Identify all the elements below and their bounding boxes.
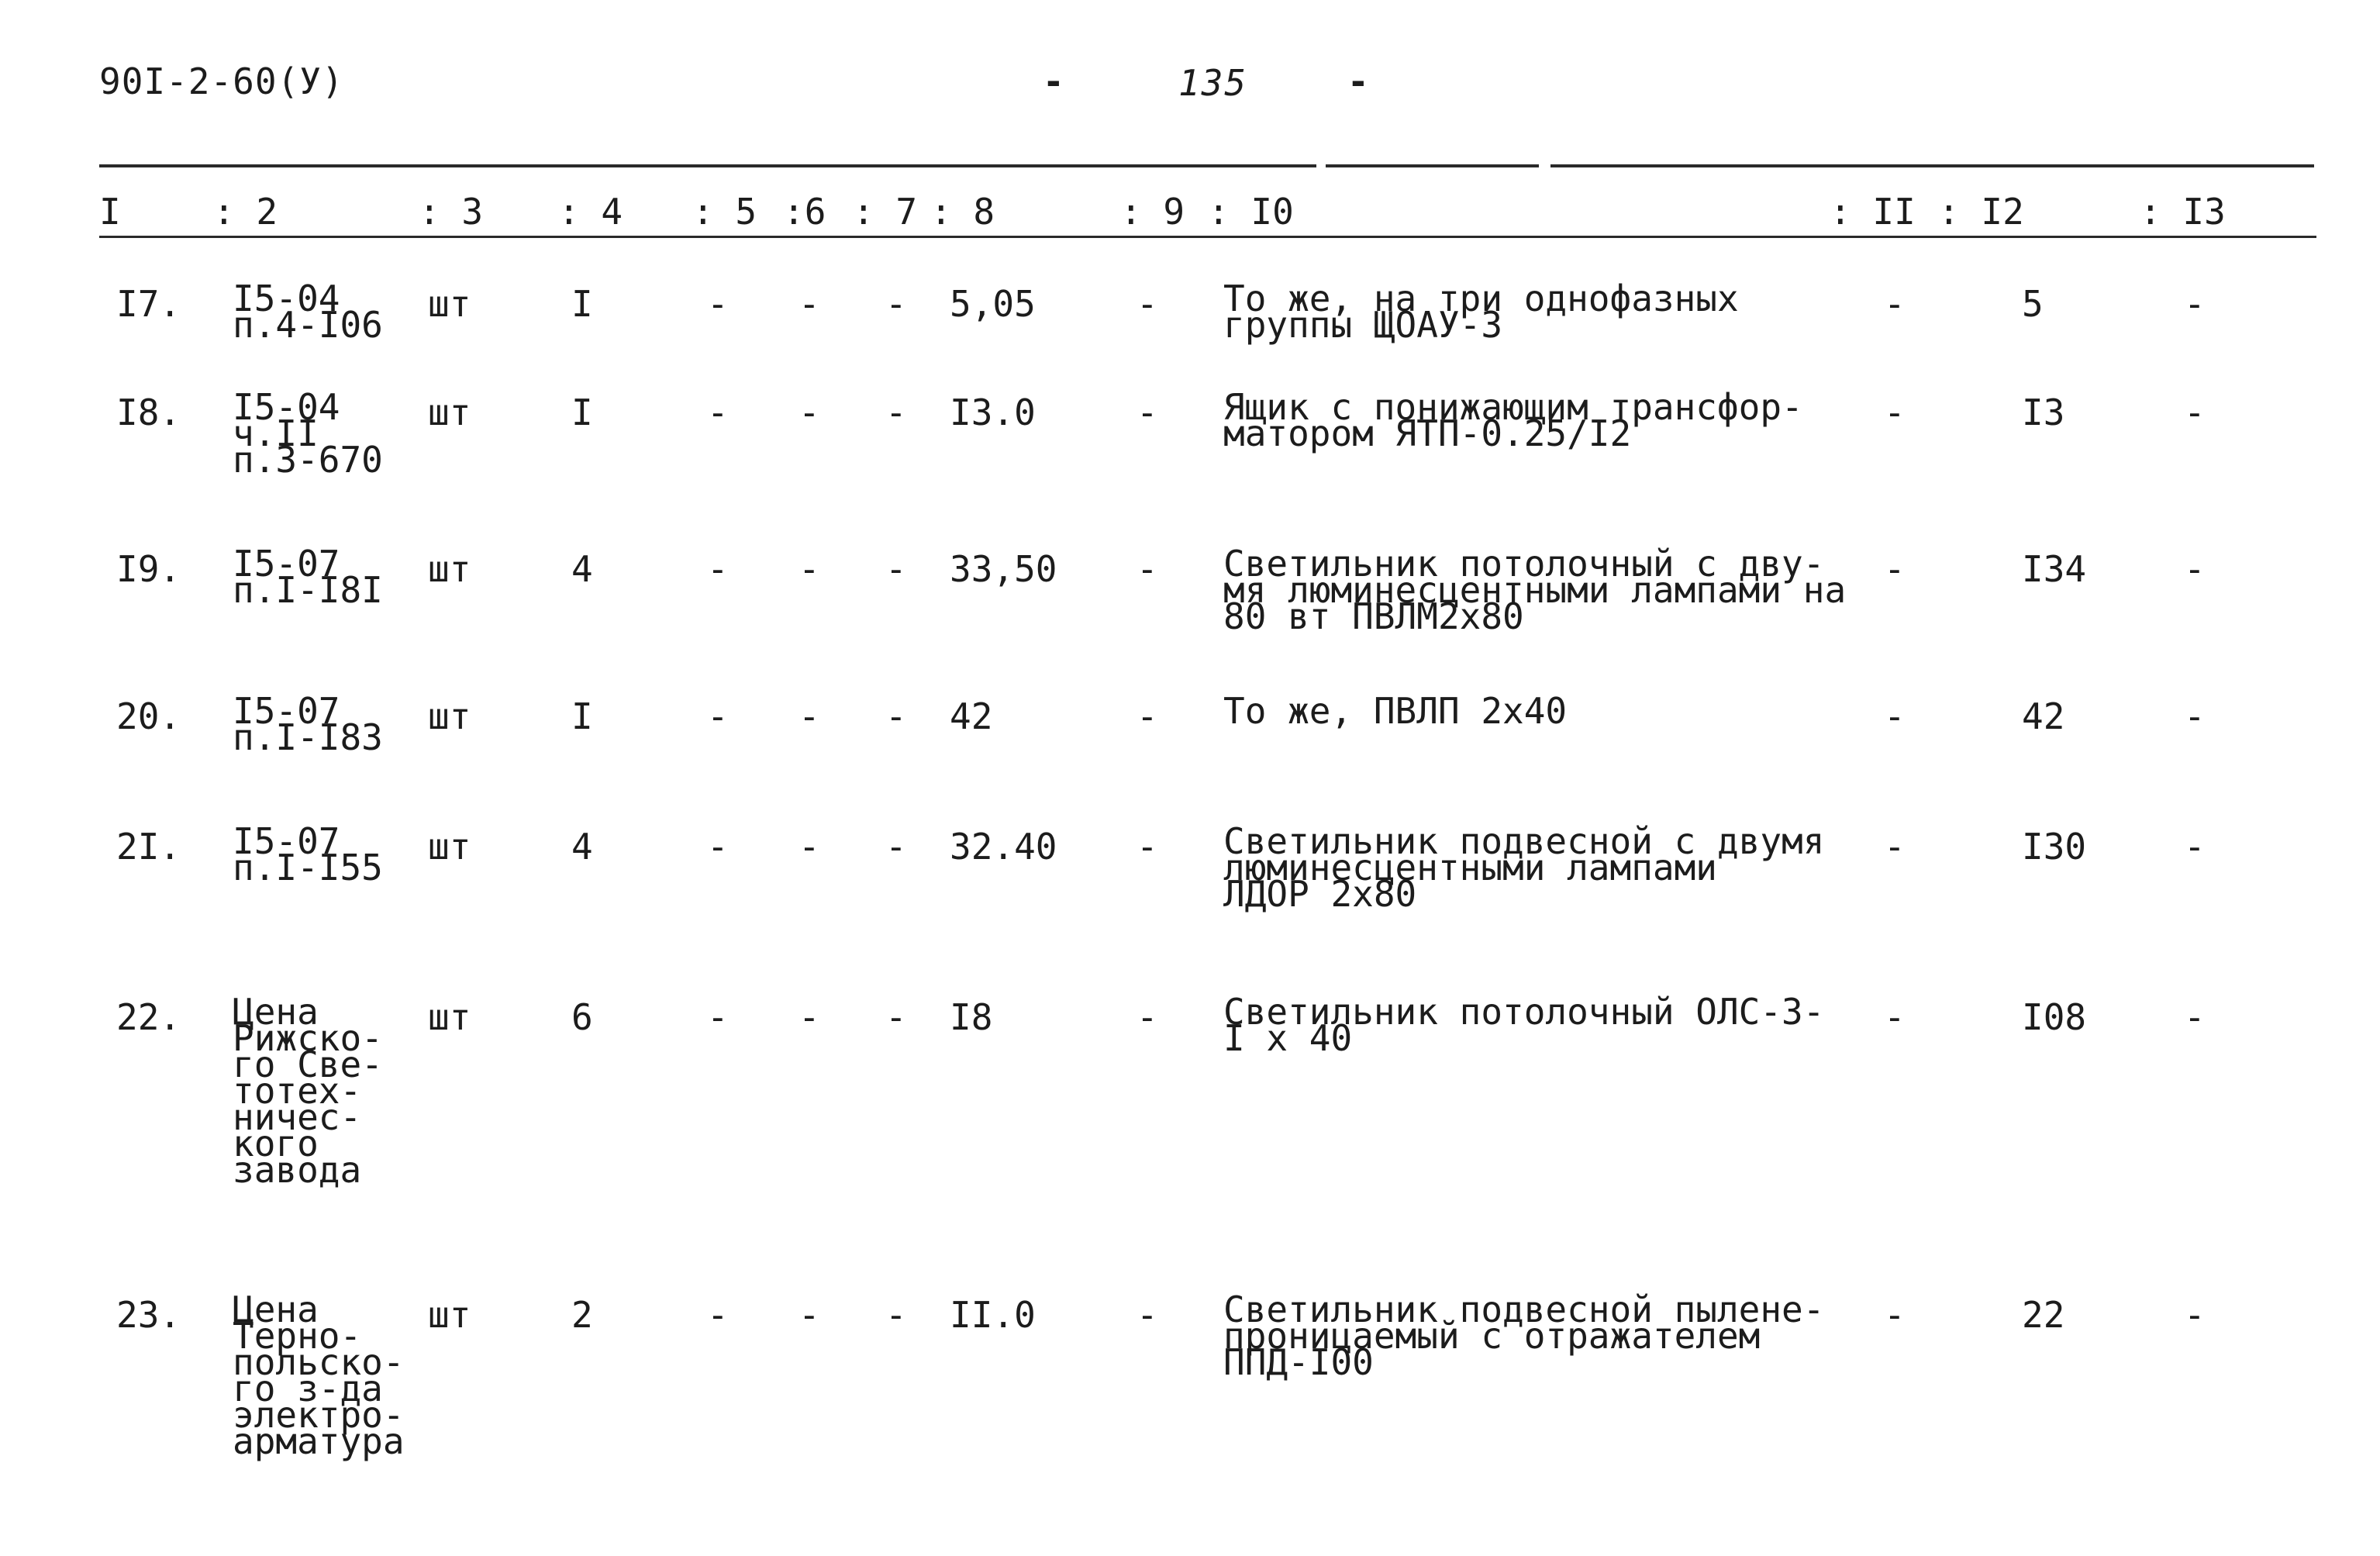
row-col11: - — [1884, 548, 1906, 590]
row-col5: - — [707, 283, 729, 325]
column-header-row — [0, 191, 2380, 237]
row-reference: Цена Рижско- го Све- тотех- ничес- кого завода — [233, 991, 383, 1191]
row-unit: шт — [428, 1294, 471, 1336]
row-quantity: I — [571, 695, 593, 737]
row-unit: шт — [428, 826, 471, 868]
row-col7: - — [885, 392, 907, 433]
row-col5: - — [707, 996, 729, 1038]
column-header: : I0 — [1208, 191, 1294, 233]
header-bottom-rule — [99, 236, 2316, 238]
column-header: : 7 — [853, 191, 918, 233]
column-header: : II — [1830, 191, 1916, 233]
row-total: I30 — [2022, 826, 2087, 868]
dash-right: - — [1347, 60, 1369, 102]
row-unit: шт — [428, 695, 471, 737]
table-top-rule-right — [1550, 164, 2314, 167]
row-total: I34 — [2022, 548, 2087, 590]
row-number: 23. — [116, 1294, 181, 1336]
row-description: Светильник подвесной с двумя люминесцентными лампами ЛДОР 2х80 — [1223, 820, 1825, 915]
column-header: :6 — [783, 191, 826, 233]
row-col9: - — [1137, 996, 1158, 1038]
row-number: I9. — [116, 548, 181, 590]
row-price: 33,50 — [950, 548, 1057, 590]
column-header: : 2 — [213, 191, 278, 233]
row-col7: - — [885, 1294, 907, 1336]
row-total: 5 — [2022, 283, 2044, 325]
row-col11: - — [1884, 695, 1906, 737]
row-col7: - — [885, 826, 907, 868]
row-reference: Цена Терно- польско- го з-да электро- арматура — [233, 1289, 405, 1462]
row-col5: - — [707, 392, 729, 433]
row-col5: - — [707, 548, 729, 590]
row-unit: шт — [428, 392, 471, 433]
column-header: : I2 — [1938, 191, 2024, 233]
row-col6: - — [799, 695, 820, 737]
row-total: I3 — [2022, 392, 2065, 433]
row-col13: - — [2184, 996, 2206, 1038]
row-description: То же, ПВЛП 2х40 — [1223, 690, 1568, 732]
row-col7: - — [885, 283, 907, 325]
column-header: : 8 — [930, 191, 995, 233]
row-number: 2I. — [116, 826, 181, 868]
column-header: : 3 — [419, 191, 484, 233]
row-total: 42 — [2022, 695, 2065, 737]
column-header: : 9 — [1120, 191, 1185, 233]
row-col6: - — [799, 996, 820, 1038]
row-total: I08 — [2022, 996, 2087, 1038]
row-col7: - — [885, 996, 907, 1038]
row-quantity: 4 — [571, 548, 593, 590]
row-reference: I5-04 п.4-I06 — [233, 278, 383, 346]
row-price: I3.0 — [950, 392, 1036, 433]
row-price: II.0 — [950, 1294, 1036, 1336]
row-number: I7. — [116, 283, 181, 325]
row-col5: - — [707, 826, 729, 868]
row-col5: - — [707, 1294, 729, 1336]
row-col9: - — [1137, 283, 1158, 325]
row-col7: - — [885, 695, 907, 737]
column-header: : I3 — [2140, 191, 2226, 233]
row-col9: - — [1137, 1294, 1158, 1336]
row-col6: - — [799, 1294, 820, 1336]
row-unit: шт — [428, 283, 471, 325]
column-header: I — [99, 191, 121, 233]
row-reference: I5-07 п.I-I83 — [233, 690, 383, 758]
row-number: 22. — [116, 996, 181, 1038]
row-col5: - — [707, 695, 729, 737]
row-quantity: 6 — [571, 996, 593, 1038]
row-col11: - — [1884, 392, 1906, 433]
column-header: : 5 — [692, 191, 757, 233]
row-price: 42 — [950, 695, 993, 737]
row-price: 5,05 — [950, 283, 1036, 325]
row-number: I8. — [116, 392, 181, 433]
row-description: Светильник потолочный ОЛС-3- I х 40 — [1223, 991, 1825, 1059]
table-top-rule-left — [99, 164, 1316, 167]
row-price: I8 — [950, 996, 993, 1038]
row-unit: шт — [428, 996, 471, 1038]
row-unit: шт — [428, 548, 471, 590]
dash-left: - — [1043, 60, 1064, 102]
row-description: То же, на три однофазных группы ЩОАУ-3 — [1223, 278, 1739, 346]
row-quantity: I — [571, 283, 593, 325]
row-total: 22 — [2022, 1294, 2065, 1336]
row-description: Светильник подвесной пылене- проницаемый с отражателем ППД-I00 — [1223, 1289, 1825, 1383]
row-col6: - — [799, 826, 820, 868]
row-col9: - — [1137, 695, 1158, 737]
row-price: 32.40 — [950, 826, 1057, 868]
table-top-rule-middle — [1326, 164, 1539, 167]
row-reference: I5-07 п.I-I55 — [233, 820, 383, 888]
row-col13: - — [2184, 695, 2206, 737]
row-col6: - — [799, 548, 820, 590]
row-col13: - — [2184, 283, 2206, 325]
row-col11: - — [1884, 826, 1906, 868]
row-number: 20. — [116, 695, 181, 737]
row-reference: I5-04 ч.II п.3-670 — [233, 386, 383, 481]
row-col6: - — [799, 283, 820, 325]
row-description: Светильник потолочный с дву- мя люминесцентными лампами на 80 вт ПВЛМ2х80 — [1223, 543, 1847, 637]
page-code: 90I-2-60(У) — [99, 60, 344, 102]
row-description: Ящик с понижающим трансфор- матором ЯТП-0.25/I2 — [1223, 386, 1803, 454]
row-col7: - — [885, 548, 907, 590]
row-col9: - — [1137, 392, 1158, 433]
row-col13: - — [2184, 1294, 2206, 1336]
row-col9: - — [1137, 826, 1158, 868]
page-number: 135 — [1178, 62, 1248, 104]
row-quantity: 2 — [571, 1294, 593, 1336]
row-col11: - — [1884, 283, 1906, 325]
row-col13: - — [2184, 826, 2206, 868]
row-col11: - — [1884, 996, 1906, 1038]
row-reference: I5-07 п.I-I8I — [233, 543, 383, 611]
row-col9: - — [1137, 548, 1158, 590]
row-quantity: 4 — [571, 826, 593, 868]
column-header: : 4 — [558, 191, 623, 233]
row-quantity: I — [571, 392, 593, 433]
row-col13: - — [2184, 392, 2206, 433]
row-col11: - — [1884, 1294, 1906, 1336]
row-col6: - — [799, 392, 820, 433]
row-col13: - — [2184, 548, 2206, 590]
